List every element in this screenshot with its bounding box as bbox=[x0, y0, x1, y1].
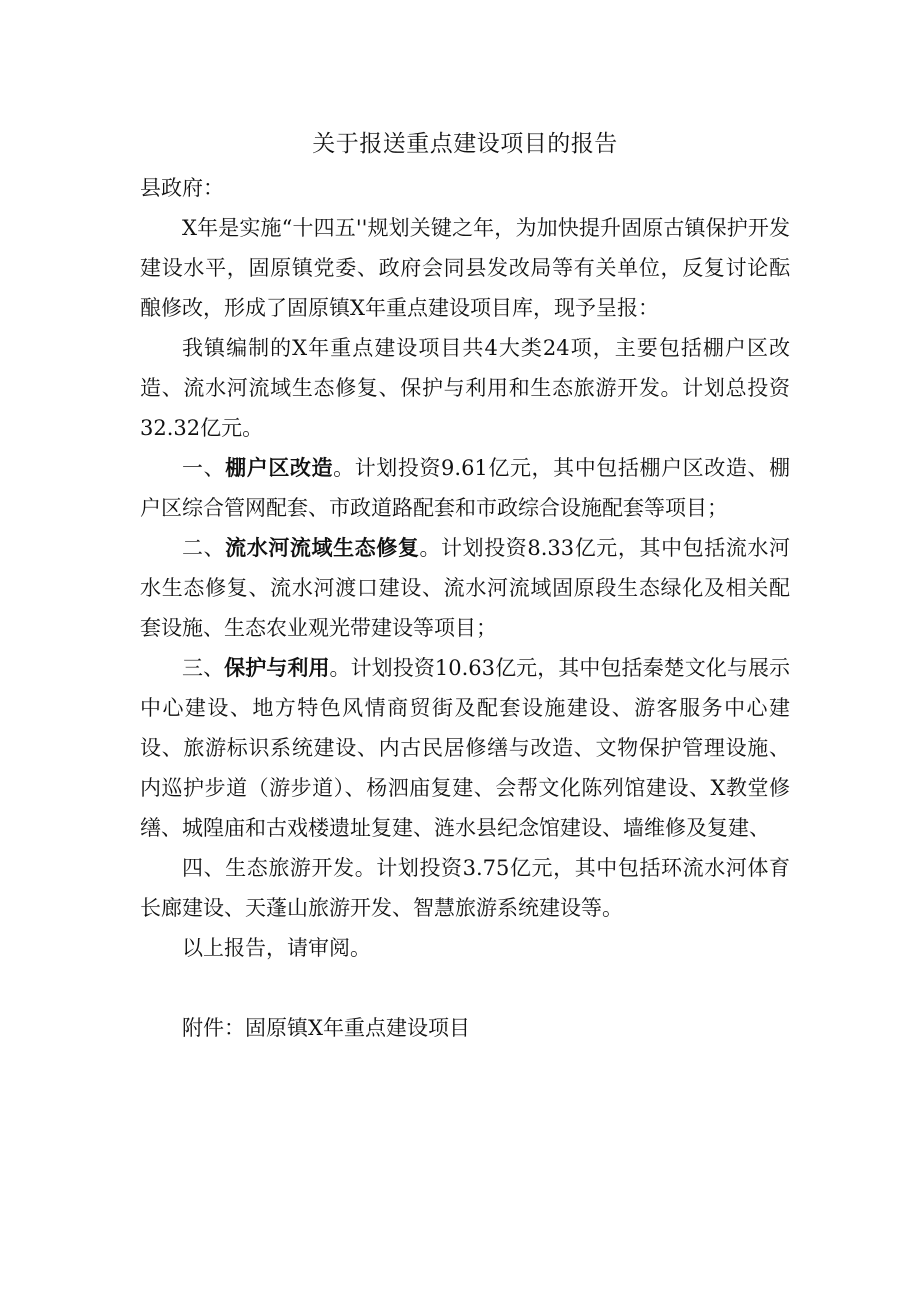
category-prefix: 一、 bbox=[182, 456, 226, 480]
attachment-line: 附件：固原镇X年重点建设项目 bbox=[182, 1016, 470, 1040]
category-heading: 棚户区改造 bbox=[225, 455, 334, 480]
category-prefix: 四、 bbox=[182, 856, 226, 880]
category-paragraph-2 bbox=[140, 528, 790, 648]
category-text: 。计划投资3.75亿元，其中包括环流水河体育长廊建设、天蓬山旅游开发、智慧旅游系统建设等。 bbox=[140, 856, 790, 920]
category-text: 。计划投资10.63亿元，其中包括秦楚文化与展示中心建设、地方特色风情商贸街及配套设施建设、游客服务中心建设、旅游标识系统建设、内古民居修缮与改造、文物保护管理设施、内巡护步道（游步道）、杨泗庙复建、会帮文化陈列馆建设、X教堂修缮、城隍庙和古戏楼遗址复建、涟水县纪念馆建设、墙维修及复建、 bbox=[140, 656, 791, 840]
category-text: 。计划投资9.61亿元，其中包括棚户区改造、棚户区综合管网配套、市政道路配套和市政综合设施配套等项目； bbox=[140, 456, 790, 520]
category-paragraph-4 bbox=[140, 848, 790, 928]
salutation: 县政府： bbox=[140, 176, 224, 200]
summary-paragraph: 我镇编制的X年重点建设项目共4大类24项，主要包括棚户区改造、流水河流域生态修复、保护与利用和生态旅游开发。计划总投资32.32亿元。 bbox=[140, 336, 790, 440]
category-heading: 保护与利用 bbox=[224, 655, 330, 680]
spacer bbox=[140, 968, 790, 1008]
category-paragraph-1 bbox=[140, 448, 790, 528]
category-heading: 流水河流域生态修复 bbox=[225, 535, 420, 560]
category-paragraph-3 bbox=[140, 648, 790, 848]
document-title: 关于报送重点建设项目的报告 bbox=[312, 131, 618, 157]
category-prefix: 三、 bbox=[182, 656, 225, 680]
category-heading: 生态旅游开发 bbox=[225, 856, 355, 880]
closing-paragraph: 以上报告，请审阅。 bbox=[182, 936, 371, 960]
category-text: 。计划投资8.33亿元，其中包括流水河水生态修复、流水河渡口建设、流水河流域固原段生态绿化及相关配套设施、生态农业观光带建设等项目； bbox=[140, 536, 790, 640]
document-page bbox=[140, 122, 790, 1048]
category-prefix: 二、 bbox=[182, 536, 226, 560]
intro-paragraph: X年是实施“十四五''规划关键之年，为加快提升固原古镇保护开发建设水平，固原镇党委、政府会同县发改局等有关单位，反复讨论酝酿修改，形成了固原镇X年重点建设项目库，现予呈报： bbox=[140, 216, 790, 320]
